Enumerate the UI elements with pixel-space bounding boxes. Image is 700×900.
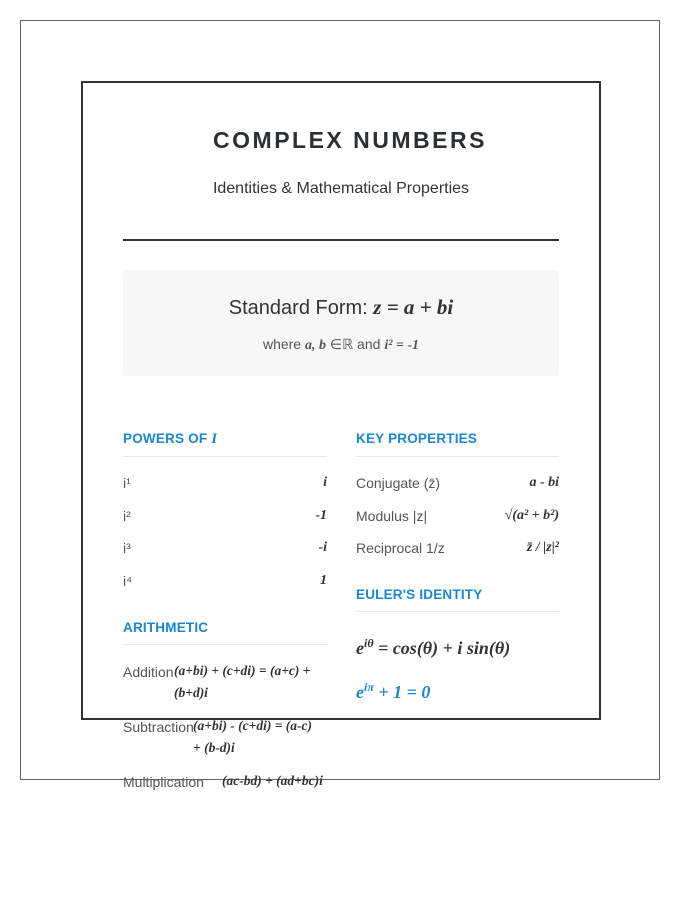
arithmetic-line: + (b-d)i — [193, 740, 235, 755]
powers-divider — [123, 456, 327, 457]
power-row-label: i² — [123, 508, 131, 524]
powers-heading — [123, 431, 217, 448]
euler-rest: = cos(θ) + i sin(θ) — [373, 638, 511, 658]
euler-exponent: iπ — [364, 680, 374, 694]
arithmetic-row-value — [193, 715, 327, 759]
euler-formula — [356, 636, 510, 659]
note-prefix: where — [262, 336, 305, 352]
arithmetic-row-value — [222, 770, 332, 792]
power-row-value: -i — [318, 540, 327, 555]
arithmetic-line: (a+bi) - (c+di) = (a-c) — [193, 718, 313, 733]
property-row-label: Conjugate (z̄) — [356, 475, 441, 491]
power-row-value: i — [323, 475, 327, 490]
power-row-label: i¹ — [123, 475, 131, 491]
power-row-value: -1 — [315, 508, 327, 523]
powers-heading-text: POWERS OF — [123, 431, 212, 446]
standard-form-heading — [123, 295, 559, 320]
arithmetic-heading: ARITHMETIC — [123, 620, 209, 635]
note-set: ∈ℝ — [325, 336, 354, 352]
note-vars: a, b — [304, 338, 326, 353]
property-row-value: a - bi — [529, 475, 559, 490]
standard-form-label: Standard Form: — [228, 297, 374, 319]
property-row-label: Modulus |z| — [356, 508, 428, 524]
arithmetic-row-label: Addition — [123, 664, 174, 680]
power-row-label: i⁴ — [123, 573, 133, 589]
arithmetic-line: (ac-bd) + (ad+bc)i — [222, 773, 323, 788]
arithmetic-line: (b+d)i — [174, 685, 208, 700]
title-divider — [123, 239, 559, 241]
euler-divider — [356, 611, 559, 612]
powers-heading-var: I — [211, 431, 218, 447]
standard-form-formula: z = a + bi — [373, 295, 454, 319]
euler-base: e — [356, 682, 364, 702]
arithmetic-row-value — [174, 660, 327, 704]
property-row-value: z̄ / |z|² — [526, 540, 559, 555]
euler-base: e — [356, 638, 364, 658]
power-row-label: i³ — [123, 540, 131, 556]
power-row-value: 1 — [320, 573, 327, 588]
euler-rest: + 1 = 0 — [373, 682, 431, 702]
standard-form-note — [123, 336, 559, 354]
euler-heading: EULER'S IDENTITY — [356, 587, 483, 602]
arithmetic-row-label: Subtraction — [123, 719, 194, 735]
property-row-value: √(a² + b²) — [504, 508, 559, 523]
property-row-label: Reciprocal 1/z — [356, 540, 445, 556]
arithmetic-row-label: Multiplication — [123, 774, 204, 790]
euler-exponent: iθ — [364, 636, 374, 650]
arithmetic-divider — [123, 644, 327, 645]
note-and: and — [353, 336, 385, 352]
properties-divider — [356, 456, 559, 457]
properties-heading: KEY PROPERTIES — [356, 431, 478, 446]
standard-form-panel — [123, 270, 559, 376]
euler-identity — [356, 680, 430, 703]
arithmetic-line: (a+bi) + (c+di) = (a+c) + — [174, 663, 311, 678]
note-identity: i² = -1 — [384, 338, 420, 353]
page-subtitle: Identities & Mathematical Properties — [212, 180, 470, 197]
page-title: COMPLEX NUMBERS — [213, 127, 487, 153]
